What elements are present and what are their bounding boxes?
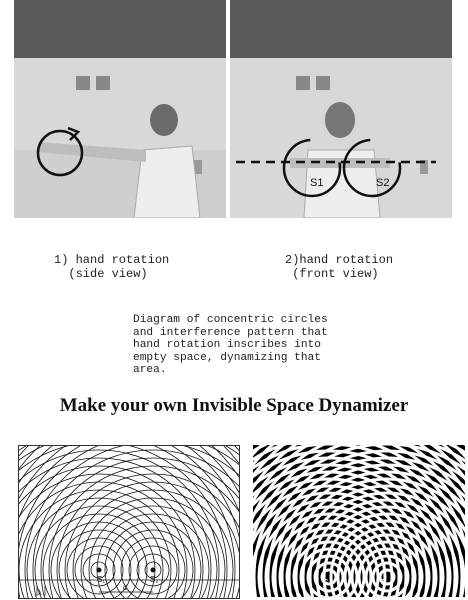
wave-ring xyxy=(59,530,139,598)
caption-side-view xyxy=(54,253,169,281)
diagram-label-lambda: λ xyxy=(38,590,42,597)
page-heading: Make your own Invisible Space Dynamizer xyxy=(59,395,409,416)
photo-hand-rotation-front xyxy=(230,0,452,218)
caption-front-line2: (front view) xyxy=(292,267,379,281)
description-line: Diagram of concentric circles xyxy=(133,314,328,326)
diagram-description xyxy=(133,314,363,377)
concentric-circles-diagram xyxy=(18,445,240,599)
photo-hand-rotation-side xyxy=(14,0,226,218)
diagram-label-s1: S₁ xyxy=(97,575,106,584)
description-line: area. xyxy=(133,364,167,377)
wave-ring xyxy=(57,474,239,598)
caption-side-line1: 1) hand rotation xyxy=(54,253,170,267)
wave-ring xyxy=(19,458,211,598)
description-line: and interference pattern that xyxy=(133,326,328,339)
diagram-label-d: d xyxy=(123,585,127,592)
description-line: empty space, dynamizing that xyxy=(133,351,321,364)
photo-label-s1: S1 xyxy=(310,177,324,189)
caption-front-line1: 2)hand rotation xyxy=(285,253,394,267)
diagram-label-s2: S₂ xyxy=(150,575,159,584)
pattern-label-s1: S₁ xyxy=(323,578,332,587)
wave-ring xyxy=(41,458,239,598)
description-line: hand rotation inscribes into xyxy=(133,339,321,352)
caption-front-view xyxy=(285,253,393,281)
interference-pattern-diagram xyxy=(253,445,465,597)
photo-label-s2: S2 xyxy=(376,177,390,189)
caption-side-line2: (side view) xyxy=(68,267,148,281)
pattern-label-s2: S₂ xyxy=(381,578,390,587)
